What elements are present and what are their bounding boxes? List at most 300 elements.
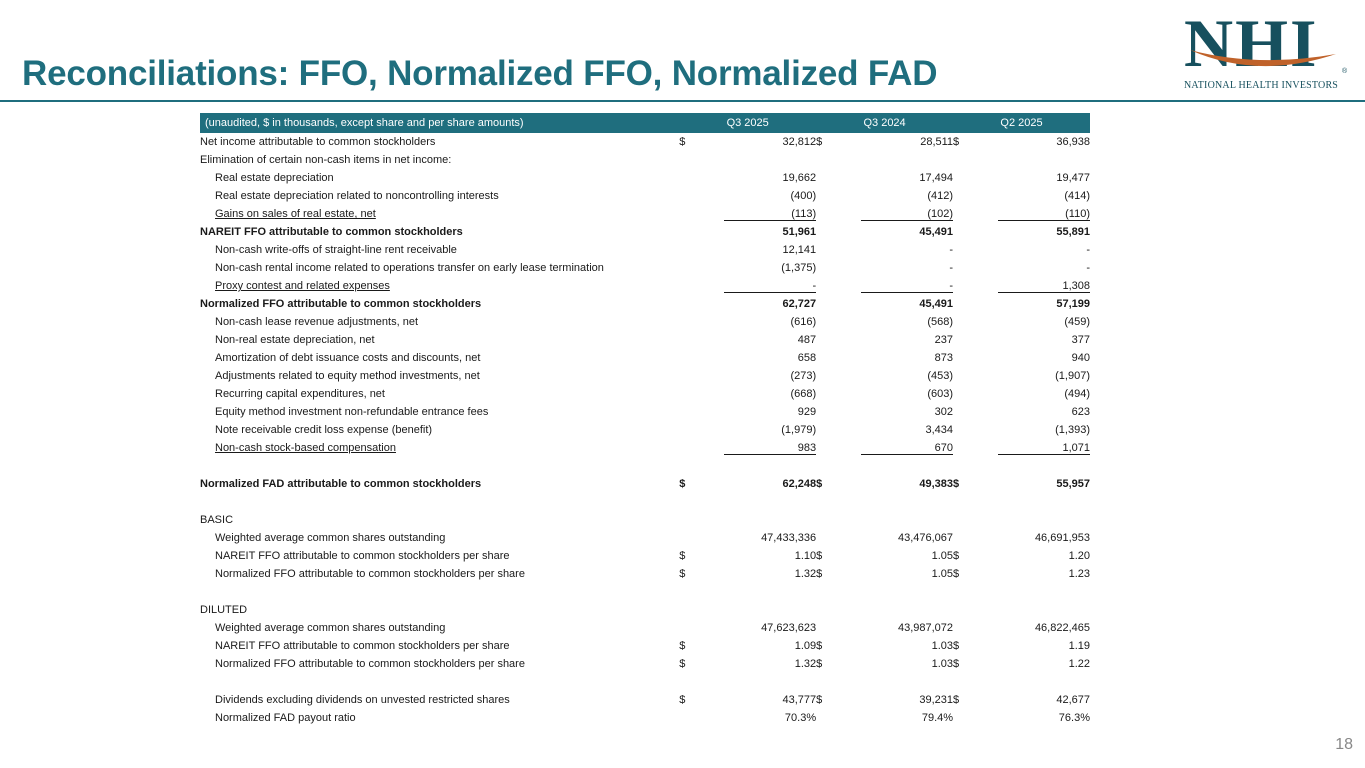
currency-symbol: $ <box>816 478 823 490</box>
value-cell: (494) <box>1064 388 1090 400</box>
table-row <box>200 691 1090 709</box>
value-cell: 1.20 <box>1068 550 1090 562</box>
value-cell: 76.3% <box>1058 712 1090 724</box>
value-cell: 47,433,336 <box>761 532 817 544</box>
column-header-q3-2024: Q3 2024 <box>816 113 953 133</box>
currency-symbol <box>816 619 848 637</box>
row-label <box>200 709 679 727</box>
currency-symbol: $ <box>816 136 823 148</box>
column-header-q3-2025: Q3 2025 <box>679 113 816 133</box>
value-cell: 1.32 <box>794 658 817 670</box>
value-cell <box>711 583 816 601</box>
value-cell: 19,662 <box>782 172 817 184</box>
value-cell: 1.32 <box>794 568 817 580</box>
value-cell: 1.10 <box>794 550 817 562</box>
currency-symbol <box>679 169 711 187</box>
logo-wordmark: NHI <box>1184 5 1319 81</box>
currency-symbol: $ <box>816 568 823 580</box>
row-label-text: Amortization of debt issuance costs and discounts, net <box>215 352 481 364</box>
table-row <box>200 295 1090 313</box>
row-label-text: Normalized FFO attributable to common stockholders per share <box>215 568 525 580</box>
value-cell: 1.22 <box>1068 658 1090 670</box>
currency-symbol <box>816 313 848 331</box>
value-cell: 70.3% <box>784 712 817 724</box>
currency-symbol <box>679 223 711 241</box>
value-cell <box>848 151 953 169</box>
value-cell: - <box>949 244 954 256</box>
page-number: 18 <box>1335 736 1353 753</box>
row-label <box>200 547 679 565</box>
value-cell <box>985 673 1090 691</box>
row-label-text: Normalized FFO attributable to common stockholders <box>200 298 482 310</box>
value-cell <box>848 493 953 511</box>
currency-symbol <box>816 295 848 313</box>
row-label <box>200 529 679 547</box>
table-row <box>200 367 1090 385</box>
table-body <box>200 133 1090 727</box>
row-label-text: Proxy contest and related expenses <box>215 280 390 292</box>
row-label-text: Real estate depreciation <box>215 172 334 184</box>
currency-symbol: $ <box>679 550 686 562</box>
company-logo <box>1178 5 1356 94</box>
value-cell: 39,231 <box>919 694 954 706</box>
row-label <box>200 385 679 403</box>
value-cell <box>711 493 816 511</box>
row-label <box>200 691 679 709</box>
table-row <box>200 439 1090 457</box>
value-cell: (1,907) <box>1055 370 1090 382</box>
value-cell: 1,071 <box>985 439 1090 457</box>
value-cell: 51,961 <box>782 226 817 238</box>
currency-symbol <box>679 673 711 691</box>
currency-symbol <box>679 259 711 277</box>
currency-symbol <box>953 187 985 205</box>
currency-symbol <box>816 331 848 349</box>
currency-symbol <box>816 529 848 547</box>
currency-symbol <box>679 205 711 223</box>
row-label <box>200 619 679 637</box>
table-row <box>200 529 1090 547</box>
currency-symbol <box>679 331 711 349</box>
logo-registered-mark: ® <box>1342 68 1348 75</box>
value-cell: (568) <box>927 316 954 328</box>
currency-symbol <box>679 151 711 169</box>
currency-symbol <box>816 601 848 619</box>
currency-symbol <box>679 439 711 457</box>
value-cell: 45,491 <box>919 226 954 238</box>
value-cell: 1.05 <box>931 568 954 580</box>
row-label-text: NAREIT FFO attributable to common stockholders <box>200 226 463 238</box>
currency-symbol <box>953 493 985 511</box>
table-row <box>200 637 1090 655</box>
row-label <box>200 295 679 313</box>
currency-symbol <box>953 151 985 169</box>
logo-subtitle: NATIONAL HEALTH INVESTORS <box>1184 80 1339 91</box>
row-label-text: BASIC <box>200 514 234 526</box>
currency-symbol <box>679 583 711 601</box>
currency-symbol <box>679 601 711 619</box>
value-cell: 46,691,953 <box>1034 532 1090 544</box>
row-label <box>200 673 679 691</box>
value-cell: (1,979) <box>781 424 817 436</box>
value-cell: 670 <box>848 439 953 457</box>
value-cell: 19,477 <box>1056 172 1090 184</box>
row-label-text: Net income attributable to common stockholders <box>200 136 436 148</box>
table-row <box>200 313 1090 331</box>
currency-symbol: $ <box>679 136 686 148</box>
table-row <box>200 601 1090 619</box>
currency-symbol <box>953 367 985 385</box>
row-label <box>200 475 679 493</box>
table-row <box>200 511 1090 529</box>
row-label-text: Elimination of certain non-cash items in net income: <box>200 154 452 166</box>
value-cell: 47,623,623 <box>761 622 817 634</box>
title-rule <box>0 100 1365 102</box>
value-cell: (102) <box>848 205 953 223</box>
value-cell: 1.19 <box>1068 640 1090 652</box>
currency-symbol <box>679 385 711 403</box>
currency-symbol: $ <box>679 658 686 670</box>
currency-symbol <box>953 241 985 259</box>
value-cell: 929 <box>797 406 817 418</box>
currency-symbol <box>816 169 848 187</box>
currency-symbol <box>816 493 848 511</box>
value-cell: 302 <box>934 406 954 418</box>
currency-symbol <box>816 241 848 259</box>
table-row <box>200 547 1090 565</box>
currency-symbol <box>953 295 985 313</box>
table-header-row <box>200 113 1090 133</box>
currency-symbol <box>953 583 985 601</box>
currency-symbol <box>953 277 985 295</box>
row-label <box>200 565 679 583</box>
value-cell: 43,777 <box>782 694 817 706</box>
value-cell: (1,393) <box>1055 424 1090 436</box>
spacer-row <box>200 583 1090 601</box>
currency-symbol: $ <box>953 136 960 148</box>
table-row <box>200 655 1090 673</box>
currency-symbol <box>953 169 985 187</box>
value-cell: 32,812 <box>782 136 817 148</box>
currency-symbol <box>679 295 711 313</box>
value-cell: 36,938 <box>1056 136 1090 148</box>
currency-symbol: $ <box>953 694 960 706</box>
value-cell: - <box>1086 262 1090 274</box>
table-row <box>200 223 1090 241</box>
row-label-text: Equity method investment non-refundable entrance fees <box>215 406 489 418</box>
column-header-q2-2025: Q2 2025 <box>953 113 1090 133</box>
table-row <box>200 133 1090 151</box>
currency-symbol <box>816 277 848 295</box>
table-row <box>200 421 1090 439</box>
row-label-text: Recurring capital expenditures, net <box>215 388 385 400</box>
value-cell: 1.23 <box>1068 568 1090 580</box>
currency-symbol <box>953 529 985 547</box>
currency-symbol <box>953 619 985 637</box>
value-cell <box>848 673 953 691</box>
value-cell: 57,199 <box>1056 298 1090 310</box>
table-header-label: (unaudited, $ in thousands, except share and per share amounts) <box>200 113 679 133</box>
currency-symbol <box>953 205 985 223</box>
row-label-text: Gains on sales of real estate, net <box>215 208 376 220</box>
table-row <box>200 205 1090 223</box>
value-cell: 1.09 <box>794 640 817 652</box>
currency-symbol <box>679 241 711 259</box>
row-label <box>200 241 679 259</box>
value-cell: 62,727 <box>782 298 817 310</box>
currency-symbol <box>953 709 985 727</box>
value-cell: 237 <box>934 334 954 346</box>
value-cell <box>985 583 1090 601</box>
value-cell: (459) <box>1064 316 1090 328</box>
value-cell <box>985 457 1090 475</box>
table-row <box>200 565 1090 583</box>
currency-symbol <box>953 511 985 529</box>
spacer-row <box>200 493 1090 511</box>
currency-symbol: $ <box>816 658 823 670</box>
value-cell: 49,383 <box>919 478 954 490</box>
value-cell: 3,434 <box>925 424 954 436</box>
value-cell: (273) <box>790 370 817 382</box>
value-cell: 487 <box>797 334 817 346</box>
spacer-row <box>200 457 1090 475</box>
value-cell: - <box>949 262 954 274</box>
value-cell: (412) <box>927 190 954 202</box>
row-label-text: Note receivable credit loss expense (benefit) <box>215 424 433 436</box>
row-label <box>200 439 679 457</box>
currency-symbol <box>953 601 985 619</box>
currency-symbol: $ <box>953 478 960 490</box>
row-label <box>200 205 679 223</box>
value-cell <box>711 151 816 169</box>
currency-symbol <box>679 709 711 727</box>
currency-symbol <box>816 403 848 421</box>
currency-symbol <box>816 457 848 475</box>
currency-symbol <box>953 259 985 277</box>
table-row <box>200 349 1090 367</box>
currency-symbol <box>679 349 711 367</box>
row-label-text: Normalized FFO attributable to common stockholders per share <box>215 658 525 670</box>
currency-symbol <box>679 493 711 511</box>
value-cell <box>711 673 816 691</box>
currency-symbol <box>679 511 711 529</box>
table-row <box>200 277 1090 295</box>
reconciliation-table <box>200 113 1090 727</box>
value-cell: 1.03 <box>931 640 954 652</box>
row-label-text: Normalized FAD payout ratio <box>215 712 356 724</box>
value-cell: 42,677 <box>1056 694 1090 706</box>
value-cell: (414) <box>1064 190 1090 202</box>
value-cell: 940 <box>1071 352 1090 364</box>
currency-symbol <box>953 349 985 367</box>
table-row <box>200 475 1090 493</box>
spacer-row <box>200 673 1090 691</box>
value-cell <box>711 457 816 475</box>
value-cell: 79.4% <box>921 712 954 724</box>
value-cell: 43,476,067 <box>897 532 954 544</box>
row-label <box>200 421 679 439</box>
value-cell: (668) <box>790 388 817 400</box>
table-row <box>200 385 1090 403</box>
currency-symbol <box>679 367 711 385</box>
value-cell: 17,494 <box>919 172 954 184</box>
value-cell <box>985 601 1090 619</box>
value-cell: 55,957 <box>1056 478 1090 490</box>
value-cell <box>848 457 953 475</box>
row-label <box>200 403 679 421</box>
row-label <box>200 583 679 601</box>
row-label-text: Non-cash lease revenue adjustments, net <box>215 316 419 328</box>
value-cell: 46,822,465 <box>1034 622 1090 634</box>
currency-symbol <box>816 259 848 277</box>
currency-symbol <box>816 187 848 205</box>
row-label-text: Non-cash rental income related to operations transfer on early lease termination <box>215 262 604 274</box>
value-cell: 12,141 <box>782 244 817 256</box>
currency-symbol <box>816 511 848 529</box>
row-label-text: Non-cash write-offs of straight-line rent receivable <box>215 244 457 256</box>
currency-symbol: $ <box>953 550 960 562</box>
table-row <box>200 169 1090 187</box>
currency-symbol: $ <box>679 478 686 490</box>
currency-symbol <box>816 439 848 457</box>
value-cell: 1,308 <box>985 277 1090 295</box>
row-label <box>200 493 679 511</box>
currency-symbol: $ <box>953 568 960 580</box>
value-cell: 983 <box>711 439 816 457</box>
value-cell: (453) <box>927 370 954 382</box>
currency-symbol: $ <box>816 694 823 706</box>
row-label <box>200 133 679 151</box>
currency-symbol <box>816 223 848 241</box>
value-cell: 658 <box>797 352 817 364</box>
currency-symbol <box>816 367 848 385</box>
currency-symbol <box>679 313 711 331</box>
table-row <box>200 619 1090 637</box>
value-cell <box>985 493 1090 511</box>
value-cell: - <box>1086 244 1090 256</box>
row-label <box>200 277 679 295</box>
table-row <box>200 187 1090 205</box>
row-label <box>200 313 679 331</box>
currency-symbol <box>816 709 848 727</box>
value-cell: 873 <box>934 352 954 364</box>
value-cell <box>848 583 953 601</box>
value-cell: (1,375) <box>781 262 817 274</box>
currency-symbol <box>953 421 985 439</box>
table-row <box>200 151 1090 169</box>
currency-symbol <box>679 403 711 421</box>
value-cell: (400) <box>790 190 817 202</box>
currency-symbol <box>679 187 711 205</box>
value-cell <box>848 511 953 529</box>
currency-symbol: $ <box>953 640 960 652</box>
row-label <box>200 655 679 673</box>
row-label-text: NAREIT FFO attributable to common stockholders per share <box>215 640 510 652</box>
value-cell: 62,248 <box>782 478 817 490</box>
row-label <box>200 637 679 655</box>
value-cell: (603) <box>927 388 954 400</box>
currency-symbol <box>953 331 985 349</box>
currency-symbol <box>953 403 985 421</box>
currency-symbol <box>816 205 848 223</box>
table-row <box>200 241 1090 259</box>
currency-symbol <box>816 421 848 439</box>
row-label <box>200 169 679 187</box>
currency-symbol <box>953 439 985 457</box>
row-label <box>200 511 679 529</box>
currency-symbol: $ <box>679 568 686 580</box>
row-label-text: NAREIT FFO attributable to common stockholders per share <box>215 550 510 562</box>
row-label <box>200 349 679 367</box>
value-cell <box>711 511 816 529</box>
currency-symbol <box>953 457 985 475</box>
currency-symbol: $ <box>816 640 823 652</box>
value-cell: 1.03 <box>931 658 954 670</box>
table-row <box>200 709 1090 727</box>
row-label-text: Weighted average common shares outstanding <box>215 622 446 634</box>
value-cell: 623 <box>1071 406 1090 418</box>
row-label-text: Real estate depreciation related to noncontrolling interests <box>215 190 499 202</box>
value-cell: 1.05 <box>931 550 954 562</box>
row-label-text: Dividends excluding dividends on unvested restricted shares <box>215 694 510 706</box>
value-cell: 377 <box>1071 334 1090 346</box>
row-label <box>200 259 679 277</box>
row-label <box>200 187 679 205</box>
logo-swoosh-icon <box>1188 46 1338 76</box>
row-label-text: Non-real estate depreciation, net <box>215 334 375 346</box>
currency-symbol <box>816 385 848 403</box>
currency-symbol <box>679 421 711 439</box>
value-cell: 43,987,072 <box>897 622 954 634</box>
table-row <box>200 331 1090 349</box>
value-cell: (113) <box>711 205 816 223</box>
currency-symbol: $ <box>953 658 960 670</box>
table-row <box>200 259 1090 277</box>
currency-symbol <box>816 349 848 367</box>
currency-symbol <box>816 151 848 169</box>
row-label-text: DILUTED <box>200 604 248 616</box>
currency-symbol: $ <box>679 640 686 652</box>
value-cell <box>985 151 1090 169</box>
value-cell: 55,891 <box>1056 226 1090 238</box>
currency-symbol <box>953 673 985 691</box>
value-cell <box>848 601 953 619</box>
currency-symbol <box>679 619 711 637</box>
value-cell: 45,491 <box>919 298 954 310</box>
value-cell: 28,511 <box>920 136 954 148</box>
row-label <box>200 223 679 241</box>
row-label <box>200 457 679 475</box>
value-cell: - <box>711 277 816 295</box>
currency-symbol <box>816 673 848 691</box>
currency-symbol: $ <box>679 694 686 706</box>
row-label-text: Non-cash stock-based compensation <box>215 442 396 454</box>
currency-symbol: $ <box>816 550 823 562</box>
currency-symbol <box>953 385 985 403</box>
page-title: Reconciliations: FFO, Normalized FFO, Normalized FAD <box>22 54 938 93</box>
currency-symbol <box>679 529 711 547</box>
currency-symbol <box>816 583 848 601</box>
currency-symbol <box>679 457 711 475</box>
table-row <box>200 403 1090 421</box>
row-label <box>200 601 679 619</box>
value-cell: (110) <box>985 205 1090 223</box>
currency-symbol <box>679 277 711 295</box>
row-label-text: Normalized FAD attributable to common stockholders <box>200 478 482 490</box>
value-cell: (616) <box>790 316 817 328</box>
row-label <box>200 367 679 385</box>
currency-symbol <box>953 313 985 331</box>
